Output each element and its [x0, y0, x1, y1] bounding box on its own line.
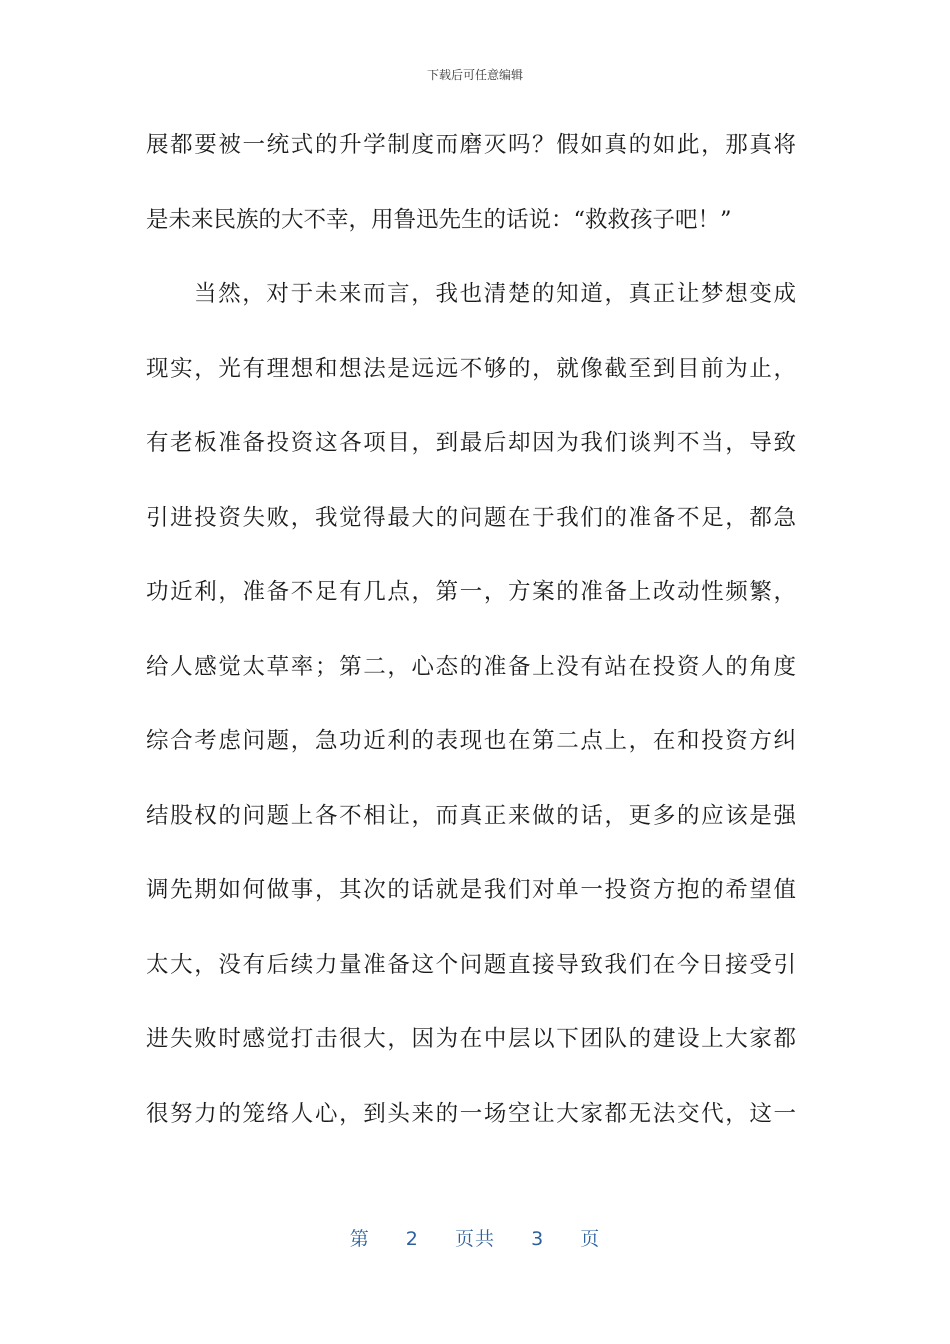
text-line: 展都要被一统式的升学制度而磨灭吗？假如真的如此，那真将: [146, 132, 796, 158]
page-footer: [0, 1224, 950, 1251]
page-mid: 页共: [454, 1228, 495, 1250]
text-line: 结股权的问题上各不相让，而真正来做的话，更多的应该是强: [146, 802, 796, 829]
text-line: 综合考虑问题，急功近利的表现也在第二点上，在和投资方纠: [146, 728, 796, 754]
text-line: 是未来民族的大不幸，用鲁迅先生的话说：“救救孩子吧！”: [146, 206, 732, 233]
text-line: 功近利，准备不足有几点，第一，方案的准备上改动性频繁，: [146, 579, 796, 605]
text-line: 引进投资失败，我觉得最大的问题在于我们的准备不足，都急: [146, 504, 796, 531]
text-line: 给人感觉太草率；第二，心态的准备上没有站在投资人的角度: [146, 653, 796, 680]
text-line: 很努力的笼络人心，到头来的一场空让大家都无法交代，这一: [146, 1100, 796, 1127]
text-line: 有老板准备投资这各项目，到最后却因为我们谈判不当，导致: [146, 430, 796, 456]
page-suffix: 页: [580, 1228, 601, 1250]
page-prefix: 第: [349, 1228, 370, 1250]
header-text: 下载后可任意编辑: [426, 68, 523, 82]
text-line: 太大，没有后续力量准备这个问题直接导致我们在今日接受引: [146, 951, 796, 978]
text-line-paragraph-start: 当然，对于未来而言，我也清楚的知道，真正让梦想变成: [194, 281, 796, 307]
text-line: 进失败时感觉打击很大，因为在中层以下团队的建设上大家都: [146, 1026, 796, 1052]
page-number: 2: [405, 1228, 419, 1250]
text-line: 现实，光有理想和想法是远远不够的，就像截至到目前为止，: [146, 355, 796, 382]
total-pages: 3: [531, 1228, 545, 1250]
document-body: [146, 118, 796, 1161]
text-line: 调先期如何做事，其次的话就是我们对单一投资方抱的希望值: [146, 877, 796, 903]
page-header: [0, 66, 950, 83]
